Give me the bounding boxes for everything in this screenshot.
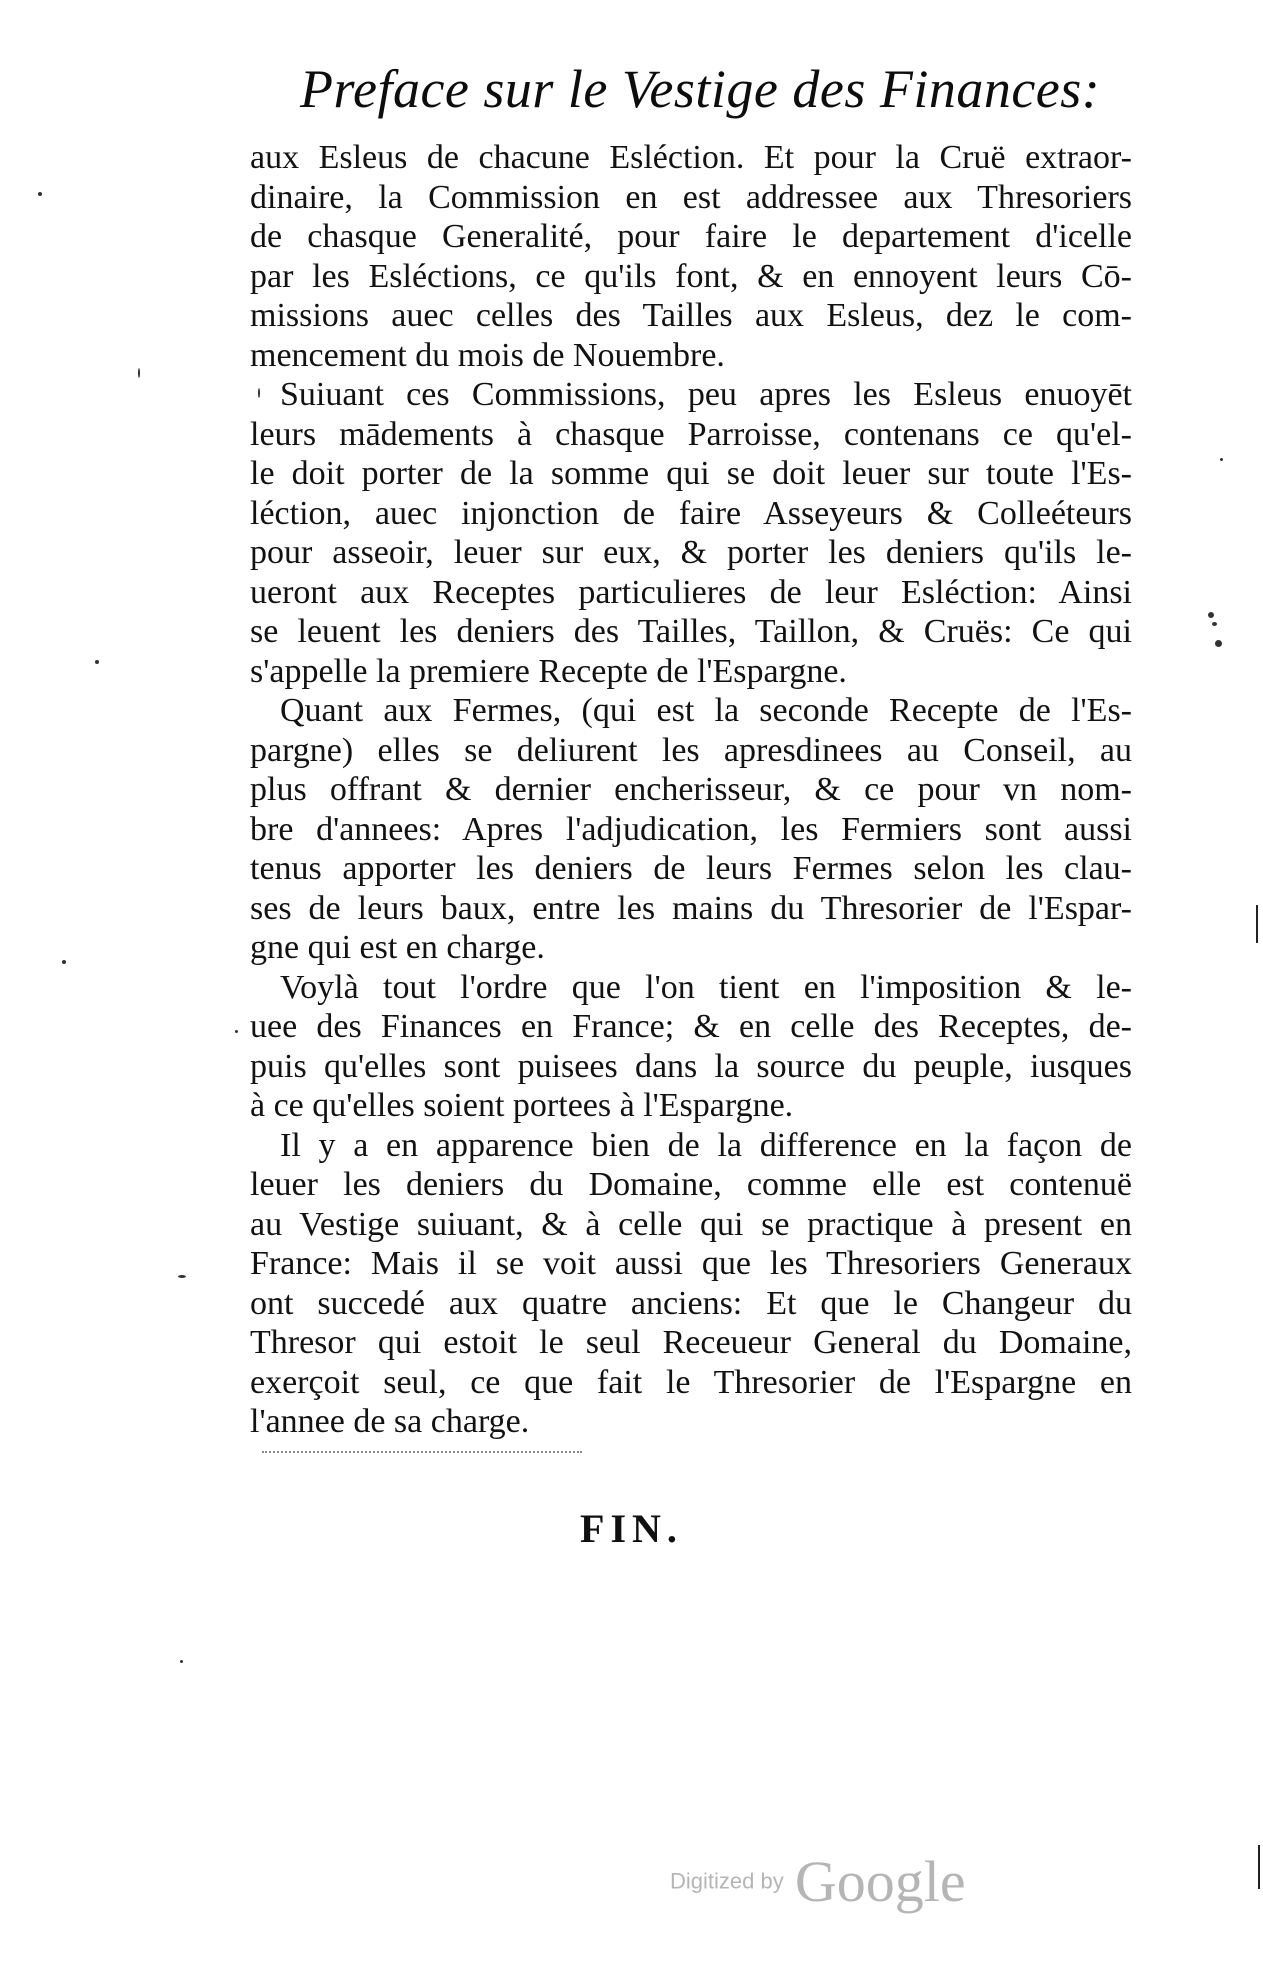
body-text — [250, 138, 1132, 1442]
text-line: par les Esléctions, ce qu'ils font, & en ennoyent leurs Cō- — [250, 257, 1132, 295]
running-title: Preface sur le Vestige des Finances: — [300, 59, 1101, 119]
text-line: leuer les deniers du Domaine, comme elle est contenuë — [250, 1166, 1132, 1203]
text-line: aux Esleus de chacune Esléction. Et pour la Cruë extraor- — [250, 139, 1132, 176]
scan-speck — [138, 368, 140, 378]
watermark-logo-text: Google — [794, 1849, 966, 1914]
bleed-through-rule — [262, 1451, 582, 1453]
text-line: l'annee de sa charge. — [250, 1403, 530, 1440]
scan-speck — [235, 1030, 238, 1033]
text-line: au Vestige suiuant, & à celle qui se practique à present en — [250, 1205, 1132, 1243]
scan-speck — [38, 192, 42, 196]
text-line: pour asseoir, leuer sur eux, & porter les deniers qu'ils le- — [250, 534, 1132, 571]
scan-speck — [1208, 612, 1214, 618]
text-line: plus offrant & dernier encherisseur, & ce pour vn nom- — [250, 771, 1132, 808]
text-line: bre d'annees: Apres l'adjudication, les Fermiers sont aussi — [250, 810, 1132, 848]
scan-speck — [180, 1660, 183, 1663]
text-line: pargne) elles se deliurent les apresdinees au Conseil, au — [250, 731, 1132, 769]
text-line: puis qu'elles sont puisees dans la source du peuple, iusques — [250, 1047, 1132, 1085]
scan-edge-mark — [1256, 905, 1258, 943]
text-line: ont succedé aux quatre anciens: Et que le Changeur du — [250, 1284, 1132, 1322]
text-line: leurs mādements à chasque Parroisse, contenans ce qu'el- — [250, 415, 1132, 453]
text-line: le doit porter de la somme qui se doit leuer sur toute l'Es- — [250, 455, 1132, 492]
digitization-watermark — [670, 1848, 966, 1915]
text-line: uee des Finances en France; & en celle des Receptes, de- — [250, 1008, 1132, 1045]
text-line: ueront aux Receptes particulieres de leur Esléction: Ainsi — [250, 573, 1132, 611]
text-line: gne qui est en charge. — [250, 929, 545, 966]
scan-edge-mark — [1258, 1845, 1260, 1889]
scan-speck — [62, 960, 66, 964]
text-line: Thresor qui estoit le seul Receueur General du Domaine, — [250, 1324, 1132, 1361]
scan-speck — [178, 1275, 186, 1278]
text-line: Suiuant ces Commissions, peu apres les Esleus enuoyēt — [280, 376, 1132, 413]
scan-speck — [1215, 640, 1222, 647]
text-line: France: Mais il se voit aussi que les Thresoriers Generaux — [250, 1245, 1132, 1282]
end-mark: FIN. — [580, 1506, 683, 1551]
text-line: Il y a en apparence bien de la difference en la façon de — [280, 1126, 1132, 1164]
watermark-small-text: Digitized by — [670, 1868, 784, 1894]
text-line: se leuent les deniers des Tailles, Taillon, & Cruës: Ce qui — [250, 613, 1132, 650]
scan-speck — [1212, 622, 1217, 626]
text-line: Voylà tout l'ordre que l'on tient en l'imposition & le- — [280, 968, 1132, 1006]
scan-speck — [258, 388, 260, 398]
text-line: tenus apporter les deniers de leurs Fermes selon les clau- — [250, 850, 1132, 887]
text-line: mencement du mois de Nouembre. — [250, 336, 725, 374]
text-line: s'appelle la premiere Recepte de l'Espargne. — [250, 652, 847, 690]
text-line: de chasque Generalité, pour faire le departement d'icelle — [250, 218, 1132, 255]
text-line: exerçoit seul, ce que fait le Thresorier de l'Espargne en — [250, 1363, 1132, 1401]
scan-speck — [1220, 458, 1223, 461]
scan-speck — [95, 660, 99, 664]
text-line: Quant aux Fermes, (qui est la seconde Recepte de l'Es- — [280, 692, 1132, 729]
text-line: à ce qu'elles soient portees à l'Espargne. — [250, 1087, 794, 1124]
text-line: léction, auec injonction de faire Asseyeurs & Colleéteurs — [250, 494, 1132, 532]
text-line: ses de leurs baux, entre les mains du Thresorier de l'Espar- — [250, 889, 1132, 927]
text-line: missions auec celles des Tailles aux Esleus, dez le com- — [250, 297, 1132, 334]
text-line: dinaire, la Commission en est addressee aux Thresoriers — [250, 178, 1132, 216]
